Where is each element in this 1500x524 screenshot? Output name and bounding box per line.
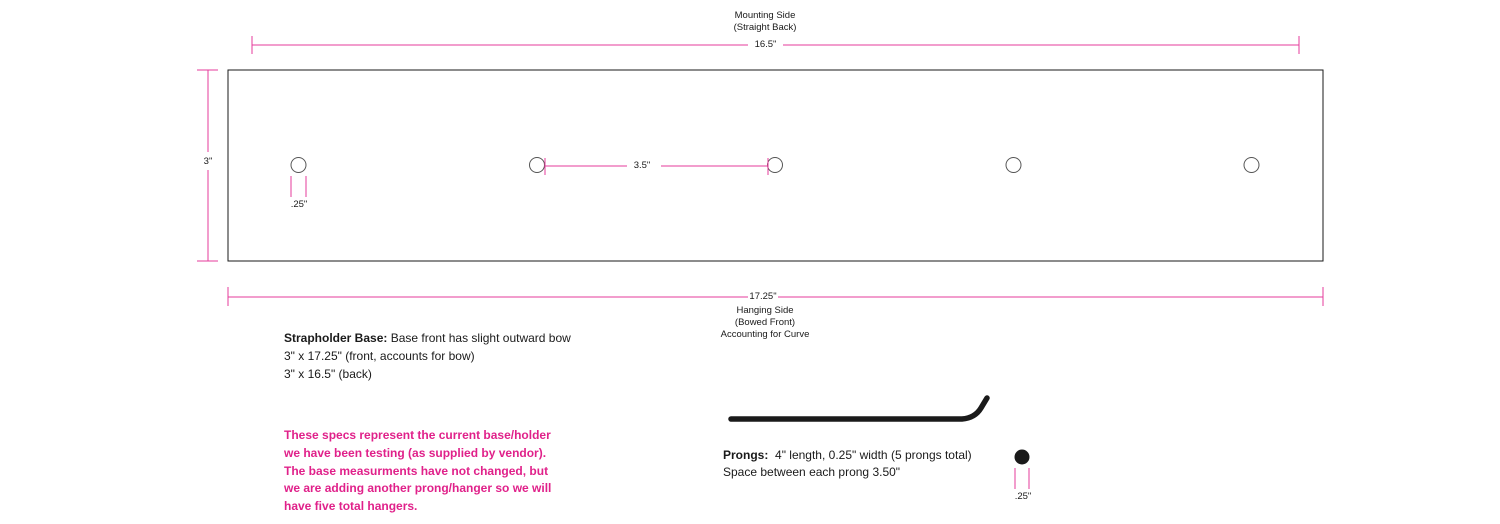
strapholder-desc: Base front has slight outward bow (390, 331, 571, 345)
prongs-spec-line-1 (723, 447, 972, 464)
hole-5 (1244, 158, 1259, 173)
prong-end-dot (1015, 450, 1030, 465)
height-label: 3" (203, 156, 213, 167)
back-width-label: 16.5" (754, 39, 777, 50)
mounting-side-subtitle: (Straight Back) (733, 22, 797, 33)
vendor-note-line-4: we are adding another prong/hanger so we will (284, 481, 552, 496)
prongs-desc: 4" length, 0.25" width (5 prongs total) (775, 448, 972, 462)
hole-3 (768, 158, 783, 173)
hole-4 (1006, 158, 1021, 173)
hanging-side-label (705, 305, 825, 341)
vendor-note-line-1: These specs represent the current base/holder (284, 428, 551, 442)
base-outline (228, 70, 1323, 261)
hole-group (291, 158, 1259, 173)
front-width-label: 17.25" (749, 291, 777, 302)
hole-diameter-label: .25" (290, 199, 308, 210)
hole-1 (291, 158, 306, 173)
prongs-title: Prongs: (723, 448, 769, 462)
hanging-side-title: Hanging Side (736, 305, 794, 316)
mounting-side-label (705, 10, 825, 34)
strapholder-spec-line-1 (284, 329, 571, 347)
hole-2 (530, 158, 545, 173)
mounting-side-title: Mounting Side (734, 10, 796, 21)
hanging-side-subtitle: (Bowed Front) (734, 317, 796, 328)
vendor-note-line-3: The base measurments have not changed, but (284, 463, 549, 478)
hanging-side-note: Accounting for Curve (720, 329, 810, 340)
strapholder-spec (284, 329, 571, 383)
vendor-note-line-2: we have been testing (as supplied by vendor). (284, 445, 547, 460)
prong-diameter-dimension (1015, 468, 1029, 489)
prongs-spacing: Space between each prong 3.50" (723, 465, 901, 479)
prong-diameter-label: .25" (1014, 491, 1032, 502)
prong-profile (731, 398, 987, 419)
strapholder-title: Strapholder Base: (284, 331, 388, 345)
vendor-note (284, 427, 551, 516)
prongs-spec (723, 447, 972, 481)
vendor-note-line-5: have five total hangers. (284, 499, 418, 514)
strapholder-back-size: 3" x 16.5" (back) (284, 367, 372, 381)
hole-spacing-label: 3.5" (633, 160, 651, 171)
hole-diameter-dimension (291, 176, 306, 197)
strapholder-front-size: 3" x 17.25" (front, accounts for bow) (284, 349, 475, 363)
